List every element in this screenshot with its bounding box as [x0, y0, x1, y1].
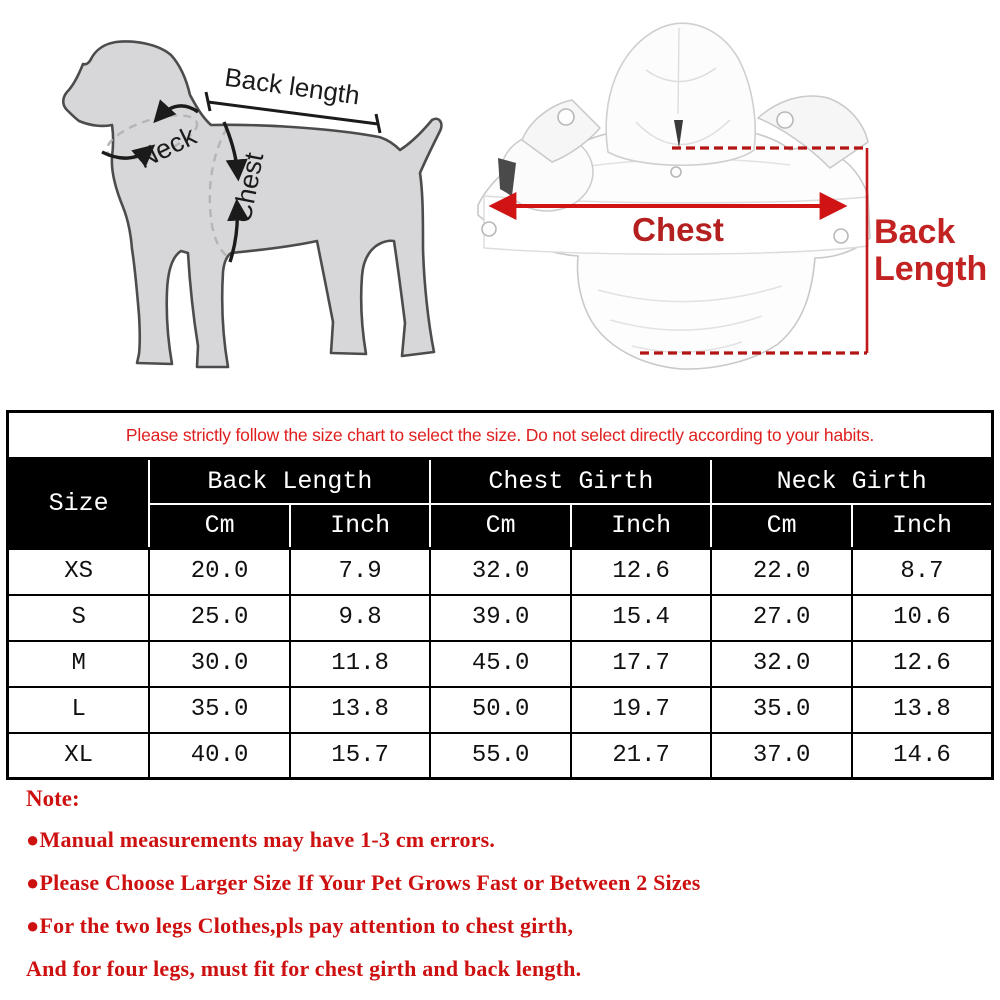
- size-cell: 19.7: [571, 687, 712, 733]
- col-header-chest-inch: Inch: [571, 504, 712, 549]
- size-cell: 40.0: [149, 733, 290, 779]
- size-cell: 55.0: [430, 733, 571, 779]
- size-cell: 17.7: [571, 641, 712, 687]
- size-cell: 45.0: [430, 641, 571, 687]
- size-cell: 14.6: [852, 733, 993, 779]
- size-cell: 9.8: [290, 595, 431, 641]
- jacket-back-length-label-line2: Length: [874, 250, 988, 288]
- dog-back-length-label: Back length: [222, 61, 362, 111]
- size-cell: 21.7: [571, 733, 712, 779]
- size-cell: 35.0: [711, 687, 852, 733]
- size-label: M: [8, 641, 150, 687]
- size-chart-warning-row: [8, 412, 993, 459]
- size-cell: 27.0: [711, 595, 852, 641]
- size-cell: 22.0: [711, 549, 852, 595]
- col-header-chest-cm: Cm: [430, 504, 571, 549]
- size-cell: 50.0: [430, 687, 571, 733]
- dog-neck-label: Neck: [132, 120, 201, 175]
- col-header-size: Size: [8, 459, 150, 549]
- size-chart-unit-header-row: [8, 504, 993, 549]
- col-header-neck-cm: Cm: [711, 504, 852, 549]
- size-cell: 7.9: [290, 549, 431, 595]
- size-cell: 11.8: [290, 641, 431, 687]
- size-chart-warning: Please strictly follow the size chart to select the size. Do not select directly according to your habits.: [8, 412, 993, 459]
- size-label: L: [8, 687, 150, 733]
- size-label: XS: [8, 549, 150, 595]
- col-header-neck-girth: Neck Girth: [711, 459, 992, 504]
- size-chart-table: [6, 410, 994, 780]
- size-cell: 12.6: [852, 641, 993, 687]
- note-item-choose-larger: ●Please Choose Larger Size If Your Pet Grows Fast or Between 2 Sizes: [26, 870, 701, 895]
- col-header-back-length: Back Length: [149, 459, 430, 504]
- size-cell: 8.7: [852, 549, 993, 595]
- note-item-two-legs: ●For the two legs Clothes,pls pay attention to chest girth,: [26, 913, 574, 938]
- size-row-xs: [8, 549, 993, 595]
- size-label: XL: [8, 733, 150, 779]
- size-cell: 15.4: [571, 595, 712, 641]
- col-header-back-cm: Cm: [149, 504, 290, 549]
- col-header-back-inch: Inch: [290, 504, 431, 549]
- size-cell: 37.0: [711, 733, 852, 779]
- dog-chest-label: Chest: [226, 150, 270, 226]
- jacket-measurement-diagram: [460, 0, 1000, 400]
- size-cell: 13.8: [852, 687, 993, 733]
- jacket-back-length-label-line1: Back: [874, 213, 956, 251]
- size-row-m: [8, 641, 993, 687]
- jacket-chest-label: Chest: [632, 211, 724, 248]
- size-cell: 12.6: [571, 549, 712, 595]
- size-row-s: [8, 595, 993, 641]
- size-cell: 30.0: [149, 641, 290, 687]
- size-cell: 13.8: [290, 687, 431, 733]
- notes-heading: Note:: [26, 786, 80, 811]
- note-item-measurement-errors: ●Manual measurements may have 1-3 cm errors.: [26, 827, 496, 852]
- dog-measurement-diagram: [0, 0, 460, 400]
- col-header-neck-inch: Inch: [852, 504, 993, 549]
- size-cell: 32.0: [711, 641, 852, 687]
- note-item-four-legs: And for four legs, must fit for chest girth and back length.: [26, 956, 582, 981]
- size-cell: 20.0: [149, 549, 290, 595]
- size-cell: 35.0: [149, 687, 290, 733]
- size-cell: 32.0: [430, 549, 571, 595]
- size-chart-group-header-row: [8, 459, 993, 504]
- size-row-xl: [8, 733, 993, 779]
- size-cell: 10.6: [852, 595, 993, 641]
- size-label: S: [8, 595, 150, 641]
- size-cell: 25.0: [149, 595, 290, 641]
- size-cell: 39.0: [430, 595, 571, 641]
- notes-section: [26, 786, 976, 999]
- col-header-chest-girth: Chest Girth: [430, 459, 711, 504]
- size-row-l: [8, 687, 993, 733]
- size-cell: 15.7: [290, 733, 431, 779]
